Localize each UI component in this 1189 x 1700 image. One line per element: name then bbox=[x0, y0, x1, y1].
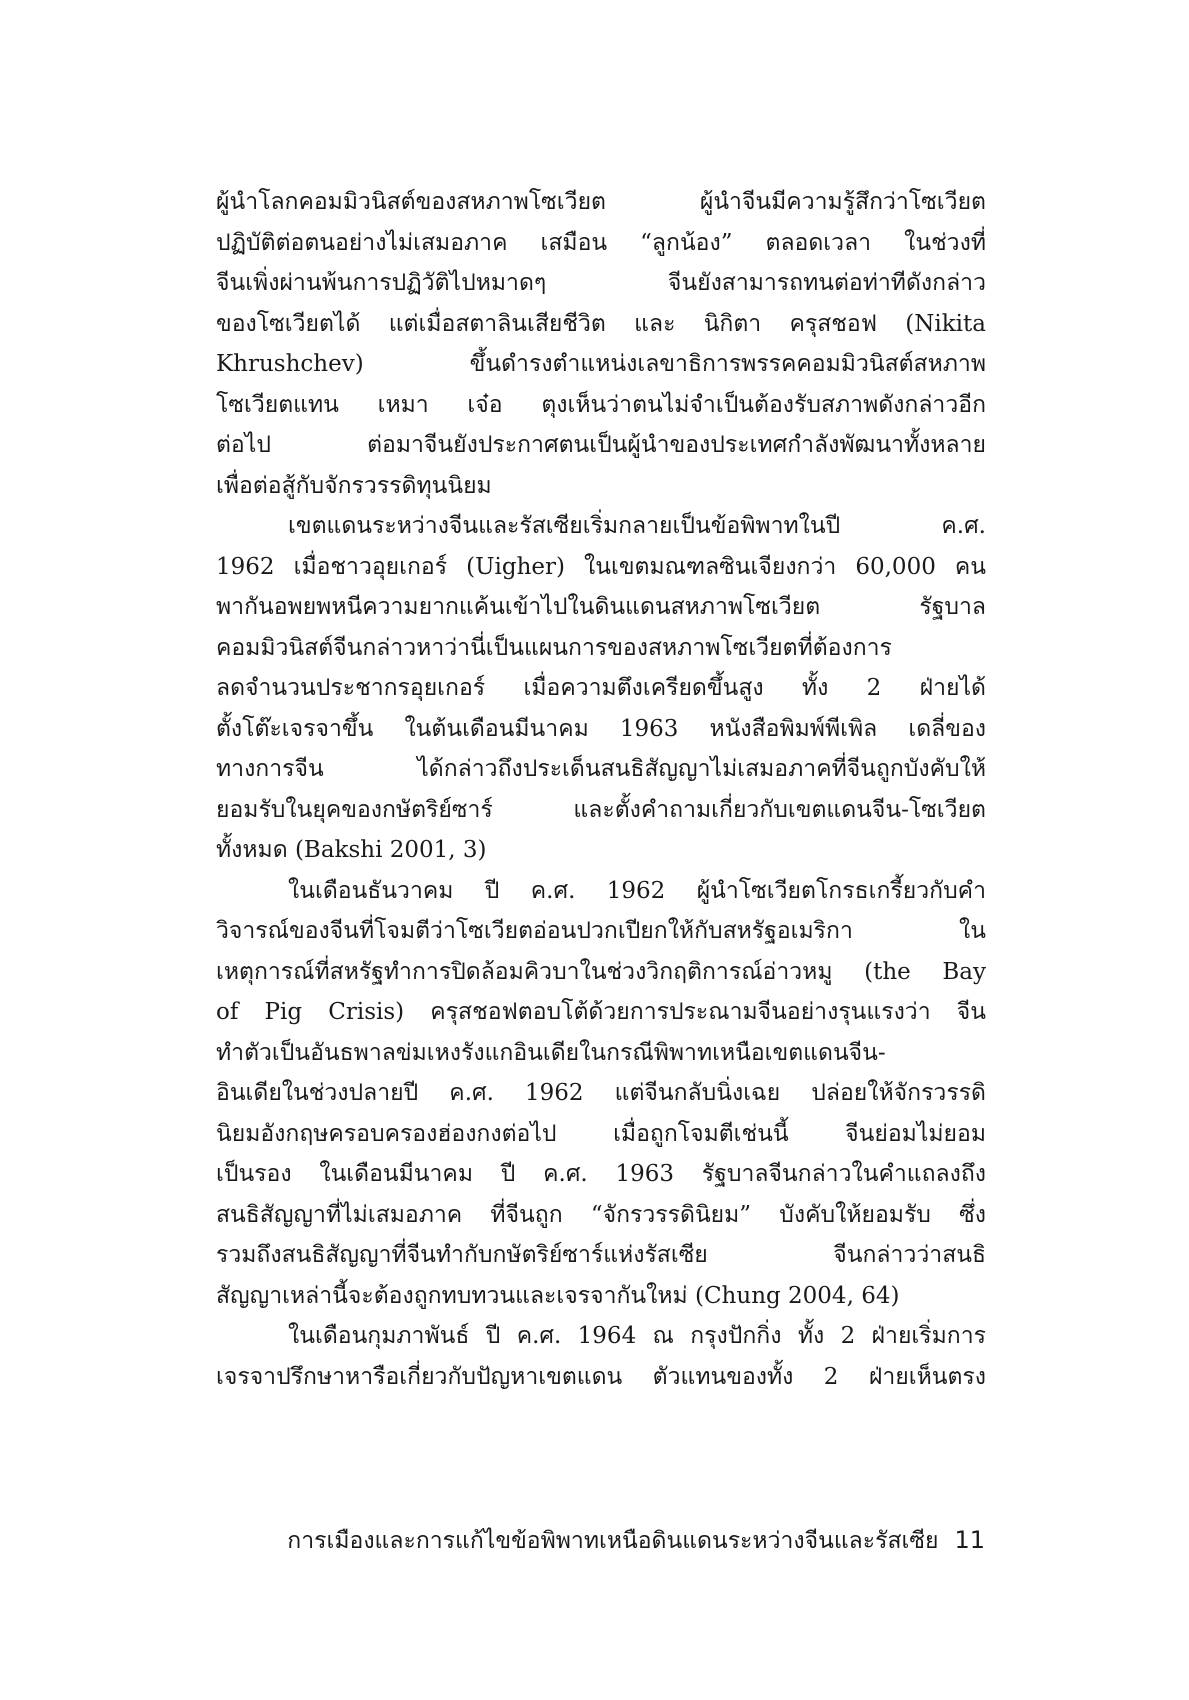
text-line: ลดจำนวนประชากรอุยเกอร์ เมื่อความตึงเครียดขึ้นสูง ทั้ง 2 ฝ่ายได้ bbox=[216, 675, 986, 701]
page-number: 11 bbox=[954, 1526, 985, 1554]
body-text bbox=[216, 182, 986, 1397]
text-line: ทั้งหมด (Bakshi 2001, 3) bbox=[216, 837, 487, 863]
text-line: อินเดียในช่วงปลายปี ค.ศ. 1962 แต่จีนกลับนิ่งเฉย ปล่อยให้จักรวรรดิ bbox=[216, 1080, 986, 1106]
text-line: วิจารณ์ของจีนที่โจมตีว่าโซเวียตอ่อนปวกเปียกให้กับสหรัฐอเมริกา ใน bbox=[216, 918, 986, 944]
text-line: เจรจาปรึกษาหารือเกี่ยวกับปัญหาเขตแดน ตัวแทนของทั้ง 2 ฝ่ายเห็นตรง bbox=[216, 1363, 986, 1390]
text-line: ในเดือนกุมภาพันธ์ ปี ค.ศ. 1964 ณ กรุงปักกิ่ง ทั้ง 2 ฝ่ายเริ่มการ bbox=[288, 1323, 986, 1349]
text-line: พากันอพยพหนีความยากแค้นเข้าไปในดินแดนสหภาพโซเวียต รัฐบาล bbox=[216, 594, 986, 620]
text-line: ในเดือนธันวาคม ปี ค.ศ. 1962 ผู้นำโซเวียตโกรธเกรี้ยวกับคำ bbox=[288, 877, 986, 904]
page-footer bbox=[287, 1520, 985, 1560]
text-line: ยอมรับในยุคของกษัตริย์ซาร์ และตั้งคำถามเกี่ยวกับเขตแดนจีน-โซเวียต bbox=[216, 796, 986, 823]
text-line: เขตแดนระหว่างจีนและรัสเซียเริ่มกลายเป็นข้อพิพาทในปี ค.ศ. bbox=[288, 513, 986, 539]
text-line: เป็นรอง ในเดือนมีนาคม ปี ค.ศ. 1963 รัฐบาลจีนกล่าวในคำแถลงถึง bbox=[216, 1161, 986, 1187]
text-line: สนธิสัญญาที่ไม่เสมอภาค ที่จีนถูก “จักรวรรดินิยม” บังคับให้ยอมรับ ซึ่ง bbox=[216, 1201, 986, 1228]
text-line: จีนเพิ่งผ่านพ้นการปฏิวัติไปหมาดๆ จีนยังสามารถทนต่อท่าทีดังกล่าว bbox=[216, 270, 986, 296]
text-line: คอมมิวนิสต์จีนกล่าวหาว่านี่เป็นแผนการของสหภาพโซเวียตที่ต้องการ bbox=[216, 634, 892, 661]
text-line: ต่อไป ต่อมาจีนยังประกาศตนเป็นผู้นำของประเทศกำลังพัฒนาทั้งหลาย bbox=[216, 432, 986, 458]
text-line: ทางการจีน ได้กล่าวถึงประเด็นสนธิสัญญาไม่เสมอภาคที่จีนถูกบังคับให้ bbox=[216, 756, 986, 782]
text-line: ทำตัวเป็นอันธพาลข่มเหงรังแกอินเดียในกรณีพิพาทเหนือเขตแดนจีน- bbox=[216, 1039, 886, 1066]
text-line: 1962 เมื่อชาวอุยเกอร์ (Uigher) ในเขตมณฑลซินเจียงกว่า 60,000 คน bbox=[216, 553, 986, 580]
text-line: โซเวียตแทน เหมา เจ๋อ ตุงเห็นว่าตนไม่จำเป็นต้องรับสภาพดังกล่าวอีก bbox=[216, 391, 986, 418]
text-line: รวมถึงสนธิสัญญาที่จีนทำกับกษัตริย์ซาร์แห่งรัสเซีย จีนกล่าวว่าสนธิ bbox=[216, 1242, 986, 1268]
running-title: การเมืองและการแก้ไขข้อพิพาทเหนือดินแดนระหว่างจีนและรัสเซีย bbox=[287, 1528, 939, 1554]
text-line: Khrushchev) ขึ้นดำรงตำแหน่งเลขาธิการพรรคคอมมิวนิสต์สหภาพ bbox=[216, 351, 986, 377]
text-line: ผู้นำโลกคอมมิวนิสต์ของสหภาพโซเวียต ผู้นำจีนมีความรู้สึกว่าโซเวียต bbox=[216, 189, 986, 215]
text-line: สัญญาเหล่านี้จะต้องถูกทบทวนและเจรจากันใหม่ (Chung 2004, 64) bbox=[216, 1282, 900, 1309]
text-line: ปฏิบัติต่อตนอย่างไม่เสมอภาค เสมือน “ลูกน้อง” ตลอดเวลา ในช่วงที่ bbox=[216, 229, 986, 256]
text-line: นิยมอังกฤษครอบครองฮ่องกงต่อไป เมื่อถูกโจมตีเช่นนี้ จีนย่อมไม่ยอม bbox=[216, 1120, 986, 1147]
text-line: เหตุการณ์ที่สหรัฐทำการปิดล้อมคิวบาในช่วงวิกฤติการณ์อ่าวหมู (the Bay bbox=[216, 958, 986, 985]
text-line: ตั้งโต๊ะเจรจาขึ้น ในต้นเดือนมีนาคม 1963 หนังสือพิมพ์พีเพิล เดลี่ของ bbox=[216, 715, 986, 742]
text-line: เพื่อต่อสู้กับจักรวรรดิทุนนิยม bbox=[216, 472, 492, 499]
text-line: of Pig Crisis) ครุสชอฟตอบโต้ด้วยการประณามจีนอย่างรุนแรงว่า จีน bbox=[216, 999, 986, 1025]
text-line: ของโซเวียตได้ แต่เมื่อสตาลินเสียชีวิต และ นิกิตา ครุสชอฟ (Nikita bbox=[216, 310, 986, 337]
